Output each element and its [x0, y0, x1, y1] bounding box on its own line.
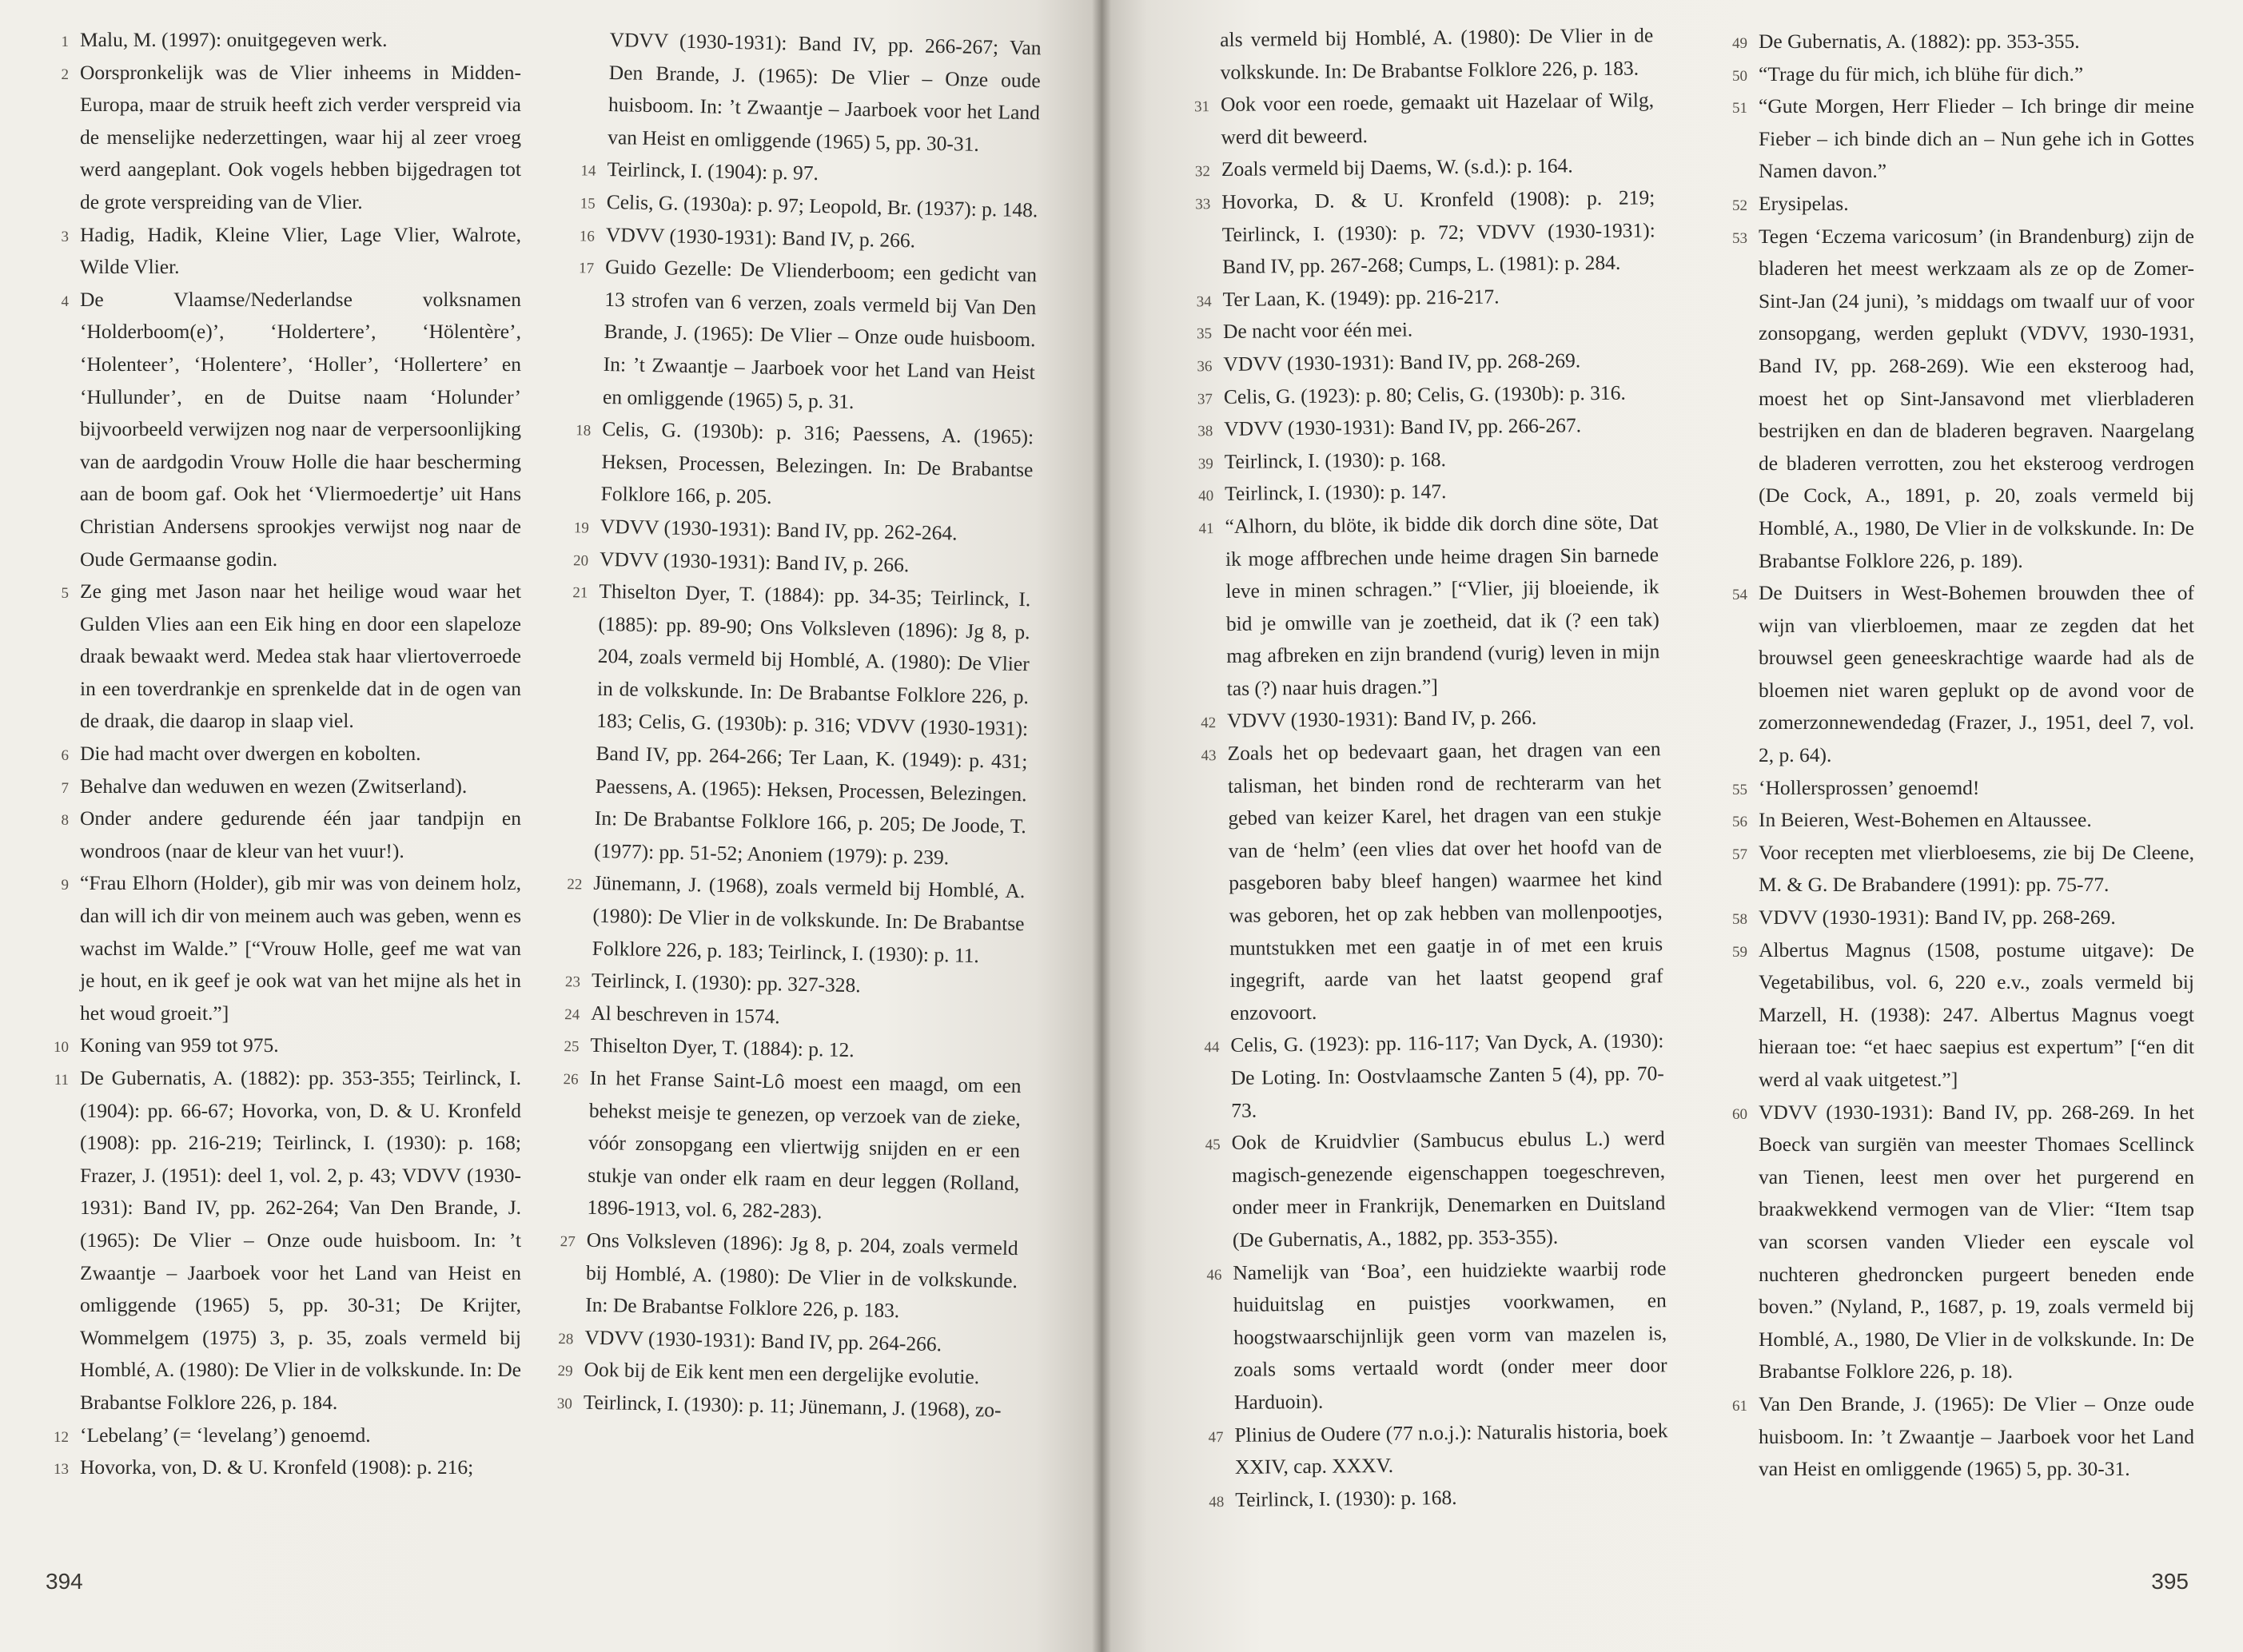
- footnote-text: Ons Volksleven (1896): Jg 8, p. 204, zoals vermeld bij Homblé, A. (1980): De Vlier in de volkskunde. In: De Brabantse Folklore 226, p. 183.: [584, 1228, 1018, 1323]
- footnote: [61, 284, 521, 575]
- footnote-number: 25: [564, 1038, 580, 1056]
- footnotes-column-3: [1193, 19, 1669, 1516]
- footnote: [567, 867, 1026, 973]
- footnote-number: 27: [560, 1233, 576, 1251]
- footnote-number: 43: [1201, 747, 1217, 765]
- footnote-number: 28: [558, 1330, 574, 1348]
- footnote-text: Hovorka, von, D. & U. Kronfeld (1908): p. 216;: [80, 1455, 474, 1479]
- footnote-text: VDVV (1930-1931): Band IV, pp. 268-269. In het Boeck van surgiën van meester Thomaes Scellinck van Tienen, leest men over het purgerend en braakwekkend vermogen van de Vlier: “Item tsap van scorsen vanden Vlieder een eyscale vol nuchteren ghedroncken purgeert beneden ende boven.” (Nyland, P., 1687, p. 19, zoals vermeld bij Homblé, A., 1980, De Vlier in de volkskunde. In: De Brabantse Folklore 226, p. 18).: [1759, 1100, 2194, 1383]
- footnote: [1201, 701, 1660, 738]
- footnote: [1732, 577, 2194, 772]
- footnote-text: Behalve dan weduwen en wezen (Zwitserland).: [80, 774, 468, 798]
- footnote-number: 61: [1732, 1397, 1747, 1415]
- footnote-number: 51: [1732, 100, 1747, 117]
- footnote-text: Ze ging met Jason naar het heilige woud waar het Gulden Vlies aan een Eik hing en door een slapeloze draak bewaakt werd. Medea stak haar vliertoverroede in een toverdrankje en sprenkelde dat in de ogen van de draak, die daarop in slaap viel.: [80, 579, 521, 733]
- footnote: [54, 1451, 521, 1484]
- footnote-text: Celis, G. (1923): pp. 116-117; Van Dyck, A. (1930): De Loting. In: Oostvlaamsche Zanten 5 (4), pp. 70-73.: [1230, 1029, 1664, 1122]
- footnote-text: Teirlinck, I. (1930): p. 147.: [1225, 480, 1447, 506]
- book-gutter-shadow: [1092, 0, 1111, 1652]
- footnote-number: 5: [61, 585, 69, 603]
- footnote-number: 13: [54, 1461, 69, 1479]
- footnote-text: In het Franse Saint-Lô moest een maagd, om een behekst meisje te genezen, op verzoek van de zieke, vóór zonsopgang een vliertwijg snijden en er een stukje van onder elk raam en deur leggen (Rolland, 1896-1913, vol. 6, 282-283).: [587, 1065, 1022, 1224]
- footnote-text: “Alhorn, du blöte, ik bidde dik dorch dine söte, Dat ik moge affbrechen unde heime dragen Sin barnede leve in minen schragen.” [“Vlier, jij bloeiende, ik bid je omwille van je zoetheid, dat ik (? een tak) mag afbreken en zijn brandend (vurig) leven in mijn tas (?) naar huis dragen.”]: [1225, 510, 1660, 700]
- footnote-number: 53: [1732, 229, 1747, 247]
- footnote: [560, 1224, 1018, 1330]
- footnote: [54, 1062, 521, 1419]
- footnote-text: In Beieren, West-Bohemen en Altaussee.: [1759, 808, 2092, 832]
- footnote-number: 45: [1205, 1136, 1221, 1154]
- footnote-number: 48: [1209, 1493, 1225, 1511]
- footnote-text: “Trage du für mich, ich blühe für dich.”: [1759, 62, 2084, 86]
- right-page: [1102, 0, 2243, 1652]
- footnote-number: 1: [61, 34, 69, 50]
- footnote-number: 9: [61, 877, 69, 894]
- footnote: [1732, 1097, 2194, 1388]
- footnote-number: 21: [572, 584, 588, 602]
- footnote-text: Thiselton Dyer, T. (1884): p. 12.: [590, 1033, 855, 1062]
- footnote-text: Teirlinck, I. (1930): pp. 327-328.: [591, 969, 861, 997]
- footnote: [1732, 26, 2194, 58]
- footnote: [1198, 506, 1660, 705]
- footnote-number: 2: [61, 66, 69, 83]
- page-number-right: 395: [2151, 1569, 2189, 1594]
- footnote: [1220, 19, 1654, 89]
- footnote-number: 40: [1198, 488, 1214, 505]
- footnote: [1201, 733, 1663, 1029]
- footnote-text: VDVV (1930-1931): Band IV, pp. 264-266.: [584, 1325, 942, 1356]
- footnote-text: VDVV (1930-1931): Band IV, pp. 262-264.: [600, 514, 958, 545]
- footnote-number: 32: [1194, 163, 1211, 181]
- footnote: [1732, 902, 2194, 934]
- footnote: [1194, 149, 1655, 186]
- footnotes-column-4: [1732, 26, 2194, 1486]
- footnote-number: 30: [556, 1395, 573, 1413]
- footnote-text: De nacht voor één mei.: [1222, 317, 1413, 344]
- footnote-text: Voor recepten met vlierbloesems, zie bij De Cleene, M. & G. De Brabandere (1991): pp. 75-77.: [1759, 840, 2194, 897]
- footnote-text: Celis, G. (1930b): p. 316; Paessens, A. (1965): Heksen, Processen, Belezingen. In: De Brabantse Folklore 166, p. 205.: [600, 417, 1034, 509]
- footnote-number: 55: [1732, 781, 1747, 798]
- footnote-text: VDVV (1930-1931): Band IV, pp. 268-269.: [1223, 348, 1581, 376]
- footnote-text: VDVV (1930-1931): Band IV, p. 266.: [599, 547, 910, 576]
- footnote: [572, 575, 1031, 876]
- footnote-text: Teirlinck, I. (1930): p. 11; Jünemann, J. (1968), zo-: [583, 1390, 1002, 1422]
- footnote-text: Onder andere gedurende één jaar tandpijn en wondroos (naar de kleur van het vuur!).: [80, 806, 521, 862]
- footnote-number: 26: [563, 1071, 579, 1089]
- footnote-number: 57: [1732, 846, 1747, 863]
- footnote-text: Van Den Brande, J. (1965): De Vlier – Onze oude huisboom. In: ’t Zwaantje – Jaarboek voor het Land van Heist en omliggende (1965) 5, pp. 30-31.: [1759, 1391, 2194, 1481]
- left-page: [0, 0, 1102, 1652]
- footnote: [1206, 1252, 1667, 1419]
- footnote-number: 17: [578, 260, 595, 277]
- footnote-text: Zoals vermeld bij Daems, W. (s.d.): p. 164.: [1221, 153, 1573, 181]
- footnote-number: 38: [1197, 423, 1213, 440]
- footnote-text: Namelijk van ‘Boa’, een huidziekte waarbij rode huiduitslag en puistjes voorkwamen, en hoogstwaarschijnlijk geen vorm van mazelen is, zoals soms vertaald wordt (onder meer door Harduoin).: [1233, 1256, 1667, 1414]
- footnote-text: De Gubernatis, A. (1882): pp. 353-355.: [1759, 30, 2080, 53]
- footnote-text: VDVV (1930-1931): Band IV, p. 266.: [605, 222, 916, 252]
- footnote: [54, 1029, 521, 1062]
- footnote-text: Teirlinck, I. (1904): p. 97.: [607, 157, 819, 185]
- footnote: [1193, 85, 1655, 154]
- footnote: [1732, 772, 2194, 805]
- footnote-text: Ter Laan, K. (1949): pp. 216-217.: [1222, 285, 1500, 311]
- footnote: [1195, 181, 1655, 283]
- footnote-number: 49: [1732, 35, 1747, 52]
- footnote: [608, 24, 1042, 162]
- footnote-text: Plinius de Oudere (77 n.o.j.): Naturalis historia, boek XXIV, cap. XXXV.: [1234, 1418, 1668, 1479]
- footnote-text: VDVV (1930-1931): Band IV, pp. 268-269.: [1759, 906, 2116, 929]
- footnote-number: 29: [557, 1363, 573, 1380]
- footnote-text: “Gute Morgen, Herr Flieder – Ich bringe dir meine Fieber – ich binde dich an – Nun gehe ich in Gottes Namen davon.”: [1759, 94, 2194, 183]
- footnote-number: 41: [1198, 520, 1214, 538]
- page-number-left: 394: [46, 1569, 83, 1594]
- footnote: [1204, 1025, 1664, 1127]
- footnote-text: Hovorka, D. & U. Kronfeld (1908): p. 219; Teirlinck, I. (1930): p. 72; VDVV (1930-1931): Band IV, pp. 267-268; Cumps, L. (1981): p. 284.: [1221, 185, 1655, 279]
- footnote: [61, 770, 521, 803]
- footnote: [61, 575, 521, 738]
- footnote-number: 7: [61, 779, 69, 797]
- footnote-text: Oorspronkelijk was de Vlier inheems in Midden-Europa, maar de struik heeft zich verder verspreid via de menselijke nederzettingen, waar hij al zeer vroeg werd aangeplant. Ook vogels hebben bijgedragen tot de grote verspreiding van de Vlier.: [80, 60, 521, 213]
- footnote-number: 54: [1732, 587, 1747, 604]
- footnote: [61, 867, 521, 1029]
- footnotes-column-2: [556, 24, 1042, 1427]
- footnote-number: 50: [1732, 67, 1747, 85]
- footnote-number: 8: [61, 812, 69, 830]
- footnote: [1732, 221, 2194, 578]
- footnote-text: Thiselton Dyer, T. (1884): pp. 34-35; Teirlinck, I. (1885): pp. 89-90; Ons Volksleven (1896): Jg 8, p. 204, zoals vermeld bij Homblé, A. (1980): De Vlier in de volkskunde. In: De Brabantse Folklore 226, p. 183; Celis, G. (1930b): p. 316; VDVV (1930-1931): Band IV, pp. 264-266; Ter Laan, K. (1949): p. 431; Paessens, A. (1965): Heksen, Processen, Belezingen. In: De Brabantse Folklore 166, p. 205; De Joode, T. (1977): pp. 51-52; Anoniem (1979): p. 239.: [593, 579, 1031, 870]
- footnote: [1197, 441, 1658, 478]
- footnote-number: 20: [572, 551, 589, 570]
- footnote-text: Guido Gezelle: De Vlienderboom; een gedicht van 13 strofen van 6 verzen, zoals vermeld bij Van Den Brande, J. (1965): De Vlier – Onze oude huisboom. In: ’t Zwaantje – Jaarboek voor het Land van Heist en omliggende (1965) 5, p. 31.: [602, 255, 1038, 413]
- footnote-text: Celis, G. (1930a): p. 97; Leopold, Br. (1937): p. 148.: [606, 189, 1038, 222]
- footnote-number: 23: [564, 973, 581, 991]
- footnote-number: 33: [1195, 196, 1211, 213]
- footnote: [54, 1419, 521, 1452]
- footnote-text: Hadig, Hadik, Kleine Vlier, Lage Vlier, Walrote, Wilde Vlier.: [80, 222, 521, 279]
- footnote-text: De Vlaamse/Nederlandse volksnamen ‘Holderboom(e)’, ‘Holdertere’, ‘Hölentère’, ‘Holenteer’, ‘Holentere’, ‘Holler’, ‘Hollertere’ en ‘Hullunder’, en de Duitse naam ‘Holunder’ bijvoorbeeld verwijzen nog naar de verpersoonlijking van de aardgodin Vrouw Holle die haar bescherming aan de boom gaf. Ook het ‘Vliermoedertje’ uit Hans Christian Andersens sprookjes verwijst nog naar de Oude Germaanse godin.: [80, 287, 521, 571]
- footnote-text: Teirlinck, I. (1930): p. 168.: [1235, 1485, 1457, 1511]
- footnote-number: 15: [580, 195, 596, 213]
- footnote: [576, 413, 1034, 519]
- footnote: [563, 1062, 1022, 1232]
- footnote-text: Malu, M. (1997): onuitgegeven werk.: [80, 28, 388, 51]
- footnote: [1197, 408, 1657, 445]
- footnote-number: 34: [1196, 293, 1212, 311]
- footnote: [1732, 58, 2194, 91]
- footnote: [1208, 1415, 1668, 1484]
- footnote-number: 44: [1204, 1039, 1220, 1057]
- footnote-number: 18: [576, 422, 592, 440]
- footnote-number: 59: [1732, 943, 1747, 961]
- footnote-number: 36: [1197, 358, 1213, 376]
- footnote-text: Die had macht over dwergen en kobolten.: [80, 742, 421, 766]
- footnote-text: Teirlinck, I. (1930): p. 168.: [1224, 447, 1447, 473]
- footnote-text: Al beschreven in 1574.: [590, 1001, 781, 1029]
- footnote: [1732, 837, 2194, 902]
- footnote-number: 52: [1732, 197, 1747, 214]
- footnote-number: 39: [1197, 455, 1213, 473]
- footnote-number: 16: [579, 227, 596, 245]
- footnote: [1732, 1388, 2194, 1486]
- footnote: [61, 57, 521, 219]
- footnote-text: Tegen ‘Eczema varicosum’ (in Brandenburg) zijn de bladeren het meest werkzaam als ze op de Zomer-Sint-Jan (24 juni), ’s middags om twaalf uur of voor zonsopgang, werden geplukt (VDVV, 1930-1931, Band IV, pp. 268-269). Wie een eksteroog had, moest het op Sint-Jansavond met vlierbladeren bestrijken en dan de bladeren begraven. Naargelang de bladeren verrotten, zou het eksteroog verdrogen (De Cock, A., 1891, p. 20, zoals vermeld bij Homblé, A., 1980, De Vlier in de volkskunde. In: De Brabantse Folklore 226, p. 189).: [1759, 224, 2194, 572]
- footnote: [1196, 279, 1655, 316]
- footnote: [1197, 344, 1656, 380]
- footnote-text: Ook voor een roede, gemaakt uit Hazelaar of Wilg, werd dit beweerd.: [1220, 88, 1655, 149]
- footnotes-column-1: [54, 24, 521, 1484]
- footnote-text: Erysipelas.: [1759, 191, 1849, 215]
- footnote: [578, 251, 1038, 421]
- footnote-number: 10: [54, 1039, 69, 1057]
- footnote-number: 12: [54, 1428, 69, 1446]
- footnote: [1732, 804, 2194, 837]
- footnote-text: “Frau Elhorn (Holder), gib mir was von deinem holz, dan will ich dir von meinem auch was geben, wenn es wachst im Walde.” [“Vrouw Holle, geef me wat van je hout, en ik geef je ook wat van het mijne als het in het woud groeit.”]: [80, 871, 521, 1025]
- footnote-number: 60: [1732, 1105, 1747, 1123]
- footnote-number: 4: [61, 293, 69, 310]
- footnote: [1198, 474, 1658, 511]
- footnote: [1732, 90, 2194, 188]
- footnote-number: 46: [1206, 1266, 1222, 1284]
- footnote-text: als vermeld bij Homblé, A. (1980): De Vlier in de volkskunde. In: De Brabantse Folklore 226, p. 183.: [1220, 23, 1654, 84]
- footnote-text: VDVV (1930-1931): Band IV, pp. 266-267.: [1224, 413, 1582, 441]
- footnote-text: Koning van 959 tot 975.: [80, 1033, 279, 1057]
- footnote-number: 24: [564, 1005, 580, 1024]
- footnote-text: VDVV (1930-1931): Band IV, p. 266.: [1226, 706, 1537, 733]
- footnote: [61, 24, 521, 57]
- footnote-text: De Gubernatis, A. (1882): pp. 353-355; Teirlinck, I. (1904): pp. 66-67; Hovorka, von, D. & U. Kronfeld (1908): pp. 216-219; Teirlinck, I. (1930): p. 168; Frazer, J. (1951): deel 1, vol. 2, p. 43; VDVV (1930-1931): Band IV, pp. 262-264; Van Den Brande, J. (1965): De Vlier – Onze oude huisboom. In: ’t Zwaantje – Jaarboek voor het Land van Heist en omliggende (1965) 5, pp. 30-31; De Krijter, Wommelgem (1975) 3, p. 35, zoals vermeld bij Homblé, A. (1980): De Vlier in de volkskunde. In: De Brabantse Folklore 226, p. 184.: [80, 1066, 521, 1414]
- footnote-number: 42: [1201, 715, 1217, 732]
- footnote-text: Jünemann, J. (1968), zoals vermeld bij Homblé, A. (1980): De Vlier in de volkskunde. In: De Brabantse Folklore 226, p. 183; Teirlinck, I. (1930): p. 11.: [592, 871, 1026, 967]
- footnote-number: 14: [580, 162, 596, 181]
- footnote-number: 11: [54, 1072, 69, 1089]
- footnote: [61, 738, 521, 770]
- footnote-number: 58: [1732, 911, 1747, 929]
- footnote-number: 19: [573, 519, 590, 537]
- footnote-number: 3: [61, 228, 69, 245]
- footnote: [1205, 1122, 1666, 1256]
- footnote-number: 35: [1196, 325, 1213, 343]
- footnote-text: ‘Hollersprossen’ genoemd!: [1759, 775, 1980, 799]
- footnote-number: 31: [1193, 98, 1210, 116]
- footnote-number: 37: [1197, 390, 1213, 408]
- footnote-text: Albertus Magnus (1508, postume uitgave): De Vegetabilibus, vol. 6, 220 e.v., zoals vermeld bij Marzell, H. (1938): 247. Albertus Magnus voegt hieraan toe: “et haec saepius est expertum” [“en dit werd al vaak uitgetest.”]: [1759, 937, 2194, 1091]
- footnote: [61, 802, 521, 867]
- footnote: [1732, 934, 2194, 1097]
- footnote-number: 6: [61, 747, 69, 765]
- footnote: [1196, 312, 1656, 348]
- footnote-number: 56: [1732, 814, 1747, 831]
- footnote-number: 22: [567, 876, 583, 894]
- footnote-text: De Duitsers in West-Bohemen brouwden thee of wijn van vlierbloemen, maar ze zegden dat het brouwsel geen geneeskrachtige waarde had als de bloemen niet waren geplukt op de avond voor de zomerzonnewendedag (Frazer, J., 1951, deel 7, vol. 2, p. 64).: [1759, 581, 2194, 767]
- footnote-text: Ook de Kruidvlier (Sambucus ebulus L.) werd magisch-genezende eigenschappen toegeschreven, onder meer in Frankrijk, Denemarken en Duitsland (De Gubernatis, A., 1882, pp. 353-355).: [1231, 1126, 1666, 1252]
- footnote-text: VDVV (1930-1931): Band IV, pp. 266-267; Van Den Brande, J. (1965): De Vlier – Onze oude huisboom. In: ’t Zwaantje – Jaarboek voor het Land van Heist en omliggende (1965) 5, pp. 30-31.: [608, 27, 1042, 156]
- footnote-text: Zoals het op bedevaart gaan, het dragen van een talisman, het binden rond de rechterarm van het gebed van keizer Karel, het dragen van een stukje van de ‘helm’ (een vlies dat over het hoofd van de pasgeboren baby bleef hangen) waarmee het kind was geboren, het op zak hebben van mollenpootjes, muntstukken met een gaatje in of met een kruis ingegrift, aarde van het laatst geopend graf enzovoort.: [1227, 737, 1663, 1025]
- footnote-text: Celis, G. (1923): p. 80; Celis, G. (1930b): p. 316.: [1223, 380, 1626, 408]
- footnote: [1732, 188, 2194, 221]
- footnote: [61, 219, 521, 284]
- footnote-text: ‘Lebelang’ (= ‘levelang’) genoemd.: [80, 1423, 371, 1447]
- footnote-text: Ook bij de Eik kent men een dergelijke evolutie.: [584, 1358, 980, 1389]
- footnote: [1197, 376, 1657, 413]
- footnote-number: 47: [1208, 1428, 1224, 1446]
- footnote: [1209, 1479, 1668, 1516]
